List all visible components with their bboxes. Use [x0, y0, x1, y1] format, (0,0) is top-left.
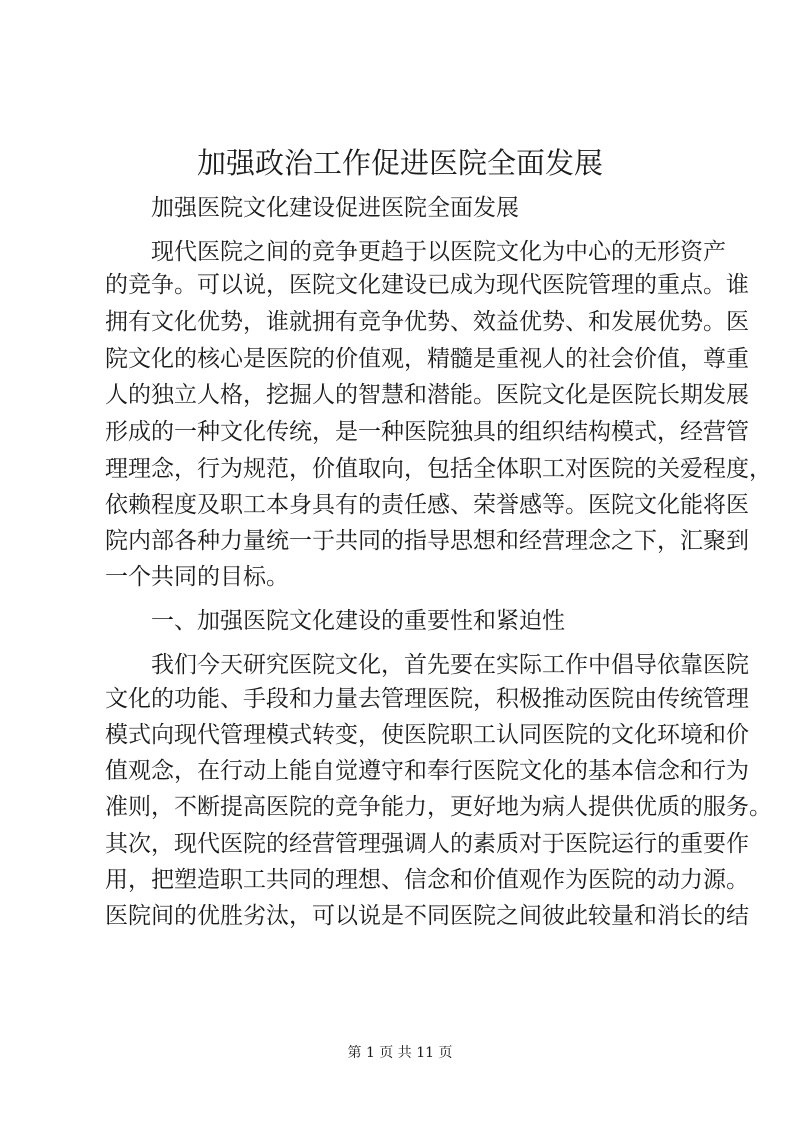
- paragraph-1-line-4: 院文化的核心是医院的价值观，精髓是重视人的社会价值，尊重: [105, 346, 749, 372]
- paragraph-1-line-8: 依赖程度及职工本身具有的责任感、荣誉感等。医院文化能将医: [105, 492, 749, 518]
- page-number-footer: 第 1 页 共 11 页: [347, 1045, 453, 1061]
- paragraph-2-line-6: 其次，现代医院的经营管理强调人的素质对于医院运行的重要作: [105, 831, 749, 857]
- paragraph-1-line-3: 拥有文化优势，谁就拥有竞争优势、效益优势、和发展优势。医: [105, 309, 749, 335]
- paragraph-2-line-5: 准则，不断提高医院的竞争能力，更好地为病人提供优质的服务。: [105, 794, 772, 820]
- paragraph-2-line-3: 模式向现代管理模式转变，使医院职工认同医院的文化环境和价: [105, 722, 749, 748]
- paragraph-1-line-7: 理理念，行为规范，价值取向，包括全体职工对医院的关爱程度，: [105, 456, 772, 482]
- paragraph-1-line-2: 的竞争。可以说，医院文化建设已成为现代医院管理的重点。谁: [105, 272, 749, 298]
- paragraph-1-line-10: 一个共同的目标。: [105, 564, 289, 590]
- subtitle: 加强医院文化建设促进医院全面发展: [151, 195, 519, 221]
- paragraph-1-line-5: 人的独立人格，挖掘人的智慧和潜能。医院文化是医院长期发展: [105, 382, 749, 408]
- paragraph-1-line-6: 形成的一种文化传统，是一种医院独具的组织结构模式，经营管: [105, 419, 749, 445]
- paragraph-1-line-1: 现代医院之间的竞争更趋于以医院文化为中心的无形资产: [151, 239, 726, 265]
- paragraph-1-line-9: 院内部各种力量统一于共同的指导思想和经营理念之下，汇聚到: [105, 528, 749, 554]
- section-heading-1: 一、加强医院文化建设的重要性和紧迫性: [151, 608, 565, 634]
- paragraph-2-line-7: 用，把塑造职工共同的理想、信念和价值观作为医院的动力源。: [105, 867, 749, 893]
- paragraph-2-line-4: 值观念，在行动上能自觉遵守和奉行医院文化的基本信念和行为: [105, 758, 749, 784]
- paragraph-2-line-8: 医院间的优胜劣汰，可以说是不同医院之间彼此较量和消长的结: [105, 903, 749, 929]
- paragraph-2-line-1: 我们今天研究医院文化，首先要在实际工作中倡导依靠医院: [151, 652, 749, 678]
- paragraph-2-line-2: 文化的功能、手段和力量去管理医院，积极推动医院由传统管理: [105, 686, 749, 712]
- document-title: 加强政治工作促进医院全面发展: [196, 146, 603, 180]
